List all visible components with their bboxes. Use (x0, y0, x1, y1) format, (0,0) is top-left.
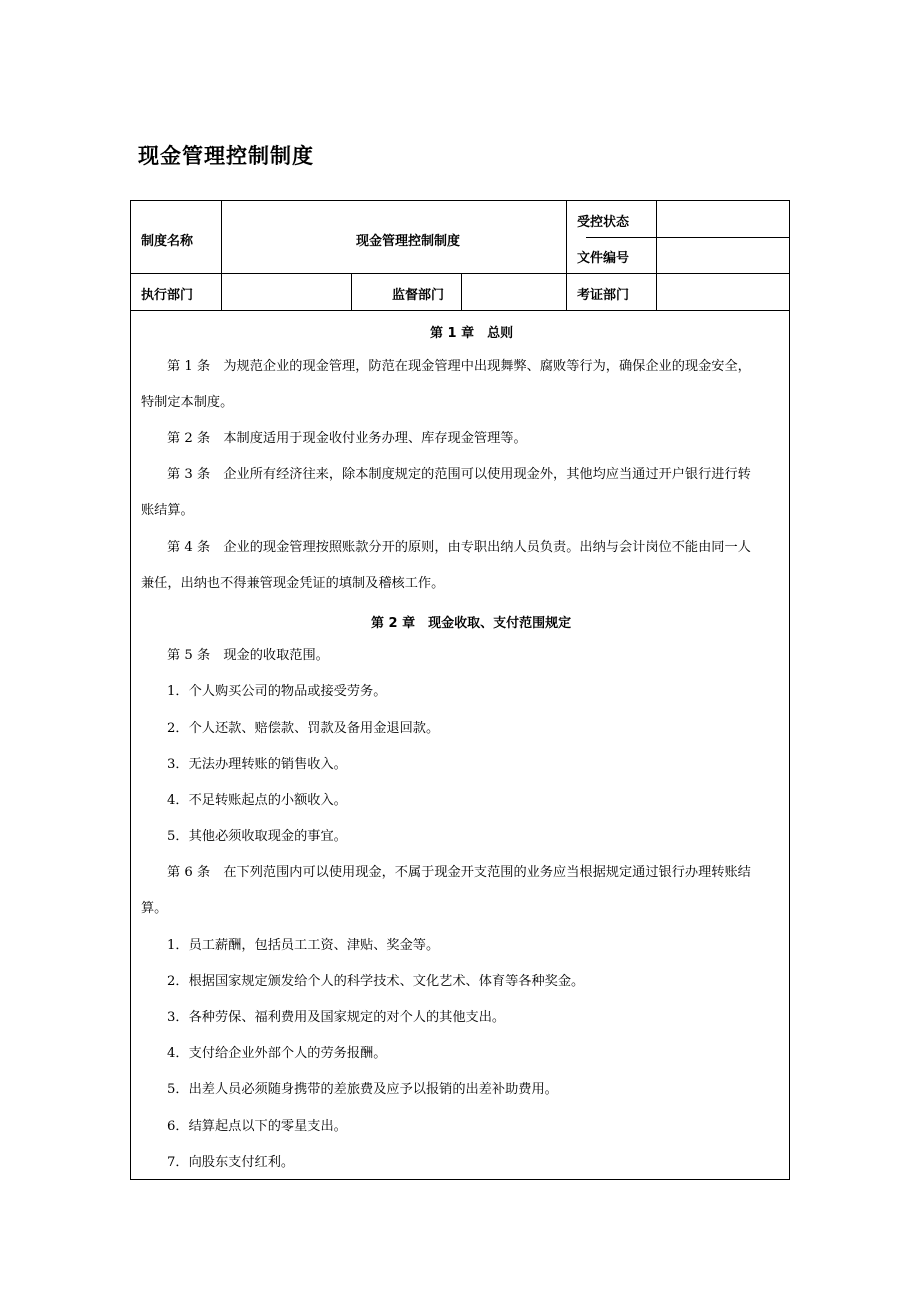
divider (221, 201, 222, 310)
list-item: 3．无法办理转账的销售收入。 (167, 757, 347, 772)
paragraph-line: 兼任，出纳也不得兼管现金凭证的填制及稽核工作。 (141, 576, 445, 591)
file-number-label: 文件编号 (577, 251, 630, 266)
list-item: 2．根据国家规定颁发给个人的科学技术、文化艺术、体育等各种奖金。 (167, 974, 585, 989)
divider (566, 201, 567, 310)
paragraph-line: 第 4 条 企业的现金管理按照账款分开的原则，由专职出纳人员负责。出纳与会计岗位不能由同一人 (167, 540, 751, 555)
paragraph-line: 算。 (141, 901, 168, 916)
divider (131, 310, 789, 311)
policy-name-label: 制度名称 (141, 234, 194, 249)
list-item: 1．个人购买公司的物品或接受劳务。 (167, 684, 387, 699)
exec-dept-label: 执行部门 (141, 288, 194, 303)
list-item: 3．各种劳保、福利费用及国家规定的对个人的其他支出。 (167, 1010, 506, 1025)
divider (461, 273, 462, 310)
list-item: 5．其他必须收取现金的事宜。 (167, 829, 347, 844)
supervise-dept-label: 监督部门 (392, 288, 445, 303)
list-item: 7．向股东支付红利。 (167, 1155, 295, 1170)
chapter-heading: 第 1 章 总则 (430, 326, 514, 341)
list-item: 5．出差人员必须随身携带的差旅费及应予以报销的出差补助费用。 (167, 1082, 558, 1097)
paragraph-line: 特制定本制度。 (141, 395, 234, 410)
list-item: 4．支付给企业外部个人的劳务报酬。 (167, 1046, 387, 1061)
list-item: 2．个人还款、赔偿款、罚款及备用金退回款。 (167, 721, 440, 736)
list-item: 1．员工薪酬，包括员工工资、津贴、奖金等。 (167, 938, 440, 953)
divider (656, 201, 657, 310)
divider (586, 237, 790, 238)
divider (131, 273, 789, 274)
paragraph-line: 第 5 条 现金的收取范围。 (167, 648, 329, 663)
document-title: 现金管理控制制度 (138, 144, 314, 168)
policy-table (130, 200, 790, 1180)
list-item: 6．结算起点以下的零星支出。 (167, 1119, 347, 1134)
list-item: 4．不足转账起点的小额收入。 (167, 793, 347, 808)
verify-dept-label: 考证部门 (577, 288, 630, 303)
paragraph-line: 第 3 条 企业所有经济往来，除本制度规定的范围可以使用现金外，其他均应当通过开户银行进行转 (167, 467, 751, 482)
paragraph-line: 第 2 条 本制度适用于现金收付业务办理、库存现金管理等。 (167, 431, 527, 446)
chapter-heading: 第 2 章 现金收取、支付范围规定 (371, 616, 572, 631)
control-status-label: 受控状态 (577, 215, 630, 230)
paragraph-line: 第 1 条 为规范企业的现金管理，防范在现金管理中出现舞弊、腐败等行为，确保企业的现金安全， (167, 359, 751, 374)
policy-name-value: 现金管理控制制度 (356, 234, 461, 249)
paragraph-line: 第 6 条 在下列范围内可以使用现金，不属于现金开支范围的业务应当根据规定通过银行办理转账结 (167, 865, 751, 880)
paragraph-line: 账结算。 (141, 503, 194, 518)
divider (351, 273, 352, 310)
